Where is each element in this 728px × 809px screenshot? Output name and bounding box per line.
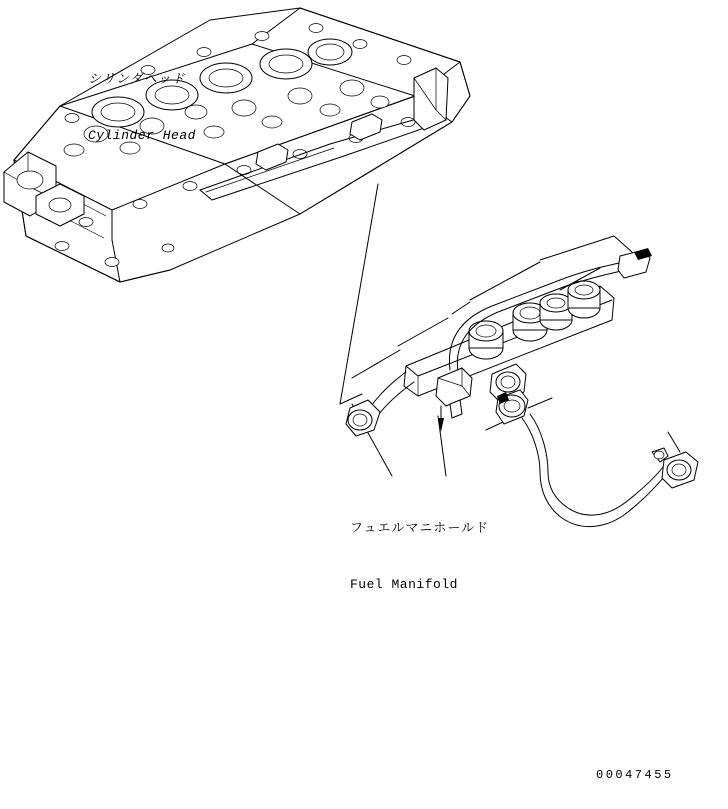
label-cylinder-head-jp: シリンダヘッド xyxy=(88,72,186,87)
label-fuel-manifold-jp: フュエルマニホールド xyxy=(350,521,490,536)
cylinder-head-drawing xyxy=(4,8,470,282)
label-fuel-manifold xyxy=(350,481,489,634)
label-cylinder-head xyxy=(88,32,196,185)
drawing-number: 00047455 xyxy=(596,768,674,782)
banjo-fitting xyxy=(490,364,528,424)
label-cylinder-head-en: Cylinder Head xyxy=(88,128,196,144)
label-fuel-manifold-en: Fuel Manifold xyxy=(350,577,458,593)
